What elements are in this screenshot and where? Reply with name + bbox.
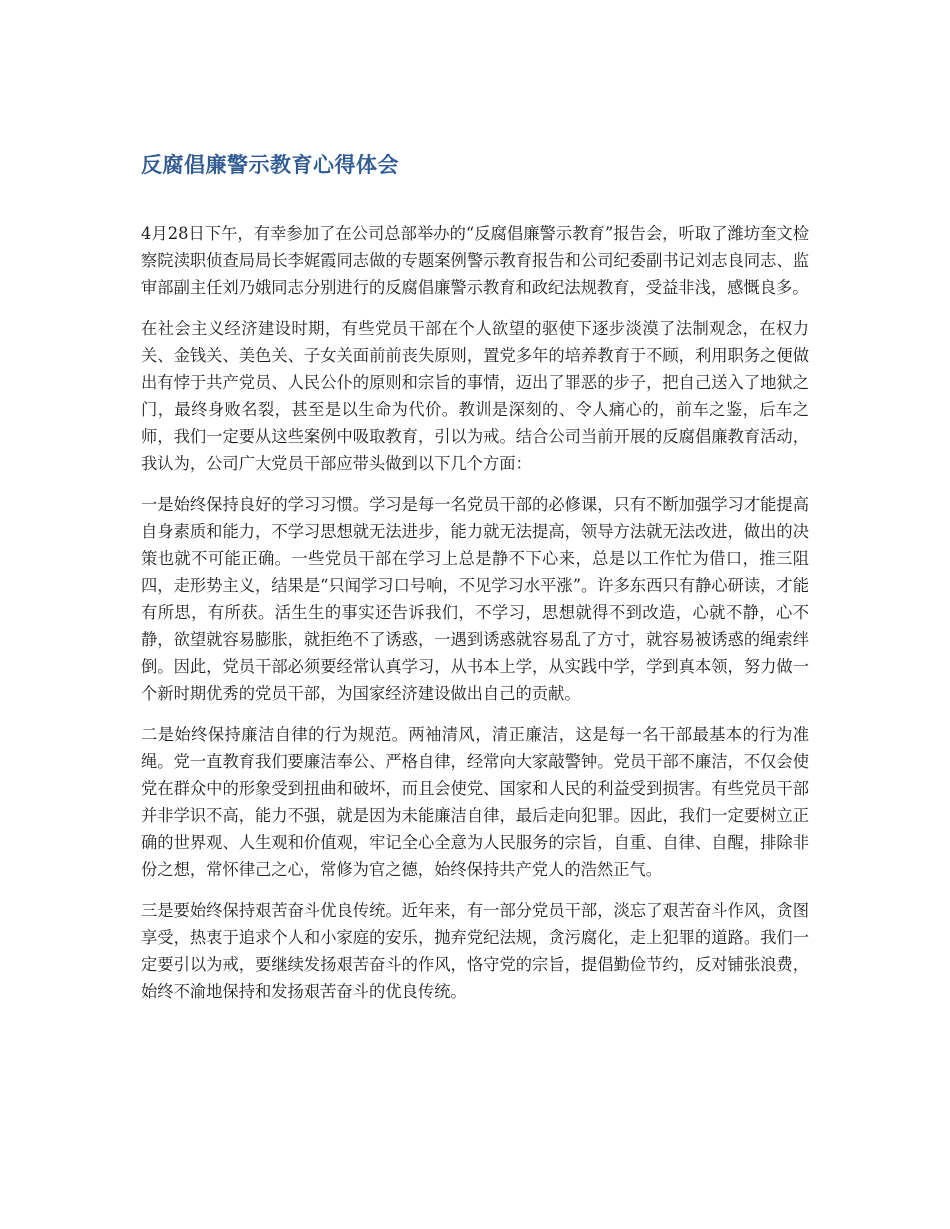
document-body xyxy=(141,220,809,1019)
paragraph-point-three: 三是要始终保持艰苦奋斗优良传统。近年来，有一部分党员干部，淡忘了艰苦奋斗作风，贪图享受，热衷于追求个人和小家庭的安乐，抛弃党纪法规，贪污腐化，走上犯罪的道路。我们一定要引以为戒，要继续发扬艰苦奋斗的作风，恪守党的宗旨，提倡勤俭节约，反对铺张浪费，始终不渝地保持和发扬艰苦奋斗的优良传统。 xyxy=(141,901,809,1001)
document-title: 反腐倡廉警示教育心得体会 xyxy=(141,153,399,177)
paragraph-point-one: 一是始终保持良好的学习习惯。学习是每一名党员干部的必修课，只有不断加强学习才能提高自身素质和能力，不学习思想就无法进步，能力就无法提高，领导方法就无法改进，做出的决策也就不可能正确。一些党员干部在学习上总是静不下心来，总是以工作忙为借口，推三阻四，走形势主义，结果是“只闻学习口号响，不见学习水平涨”。许多东西只有静心研读，才能有所思，有所获。活生生的事实还告诉我们，不学习，思想就得不到改造，心就不静，心不静，欲望就容易膨胀，就拒绝不了诱惑，一遇到诱惑就容易乱了方寸，就容易被诱惑的绳索绊倒。因此，党员干部必须要经常认真学习，从书本上学，从实践中学，学到真本领，努力做一个新时期优秀的党员干部，为国家经济建设做出自己的贡献。 xyxy=(141,495,809,703)
paragraph-intro: 4月28日下午，有幸参加了在公司总部举办的“反腐倡廉警示教育”报告会，听取了潍坊奎文检察院渎职侦查局局长李娓霞同志做的专题案例警示教育报告和公司纪委副书记刘志良同志、监审部副主任刘乃娥同志分别进行的反腐倡廉警示教育和政纪法规教育，受益非浅，感慨良多。 xyxy=(141,224,809,297)
paragraph-point-two: 二是始终保持廉洁自律的行为规范。两袖清风，清正廉洁，这是每一名干部最基本的行为准绳。党一直教育我们要廉洁奉公、严格自律，经常向大家敲警钟。党员干部不廉洁，不仅会使党在群众中的形象受到扭曲和破坏，而且会使党、国家和人民的利益受到损害。有些党员干部并非学识不高，能力不强，就是因为未能廉洁自律，最后走向犯罪。因此，我们一定要树立正确的世界观、人生观和价值观，牢记全心全意为人民服务的宗旨，自重、自律、自醒，排除非份之想，常怀律己之心，常修为官之德，始终保持共产党人的浩然正气。 xyxy=(141,725,809,879)
paragraph-background: 在社会主义经济建设时期，有些党员干部在个人欲望的驱使下逐步淡漠了法制观念，在权力关、金钱关、美色关、子女关面前前丧失原则，置党多年的培养教育于不顾，利用职务之便做出有悖于共产党员、人民公仆的原则和宗旨的事情，迈出了罪恶的步子，把自己送入了地狱之门，最终身败名裂，甚至是以生命为代价。教训是深刻的、令人痛心的，前车之鉴，后车之师，我们一定要从这些案例中吸取教育，引以为戒。结合公司当前开展的反腐倡廉教育活动，我认为，公司广大党员干部应带头做到以下几个方面： xyxy=(141,319,809,473)
